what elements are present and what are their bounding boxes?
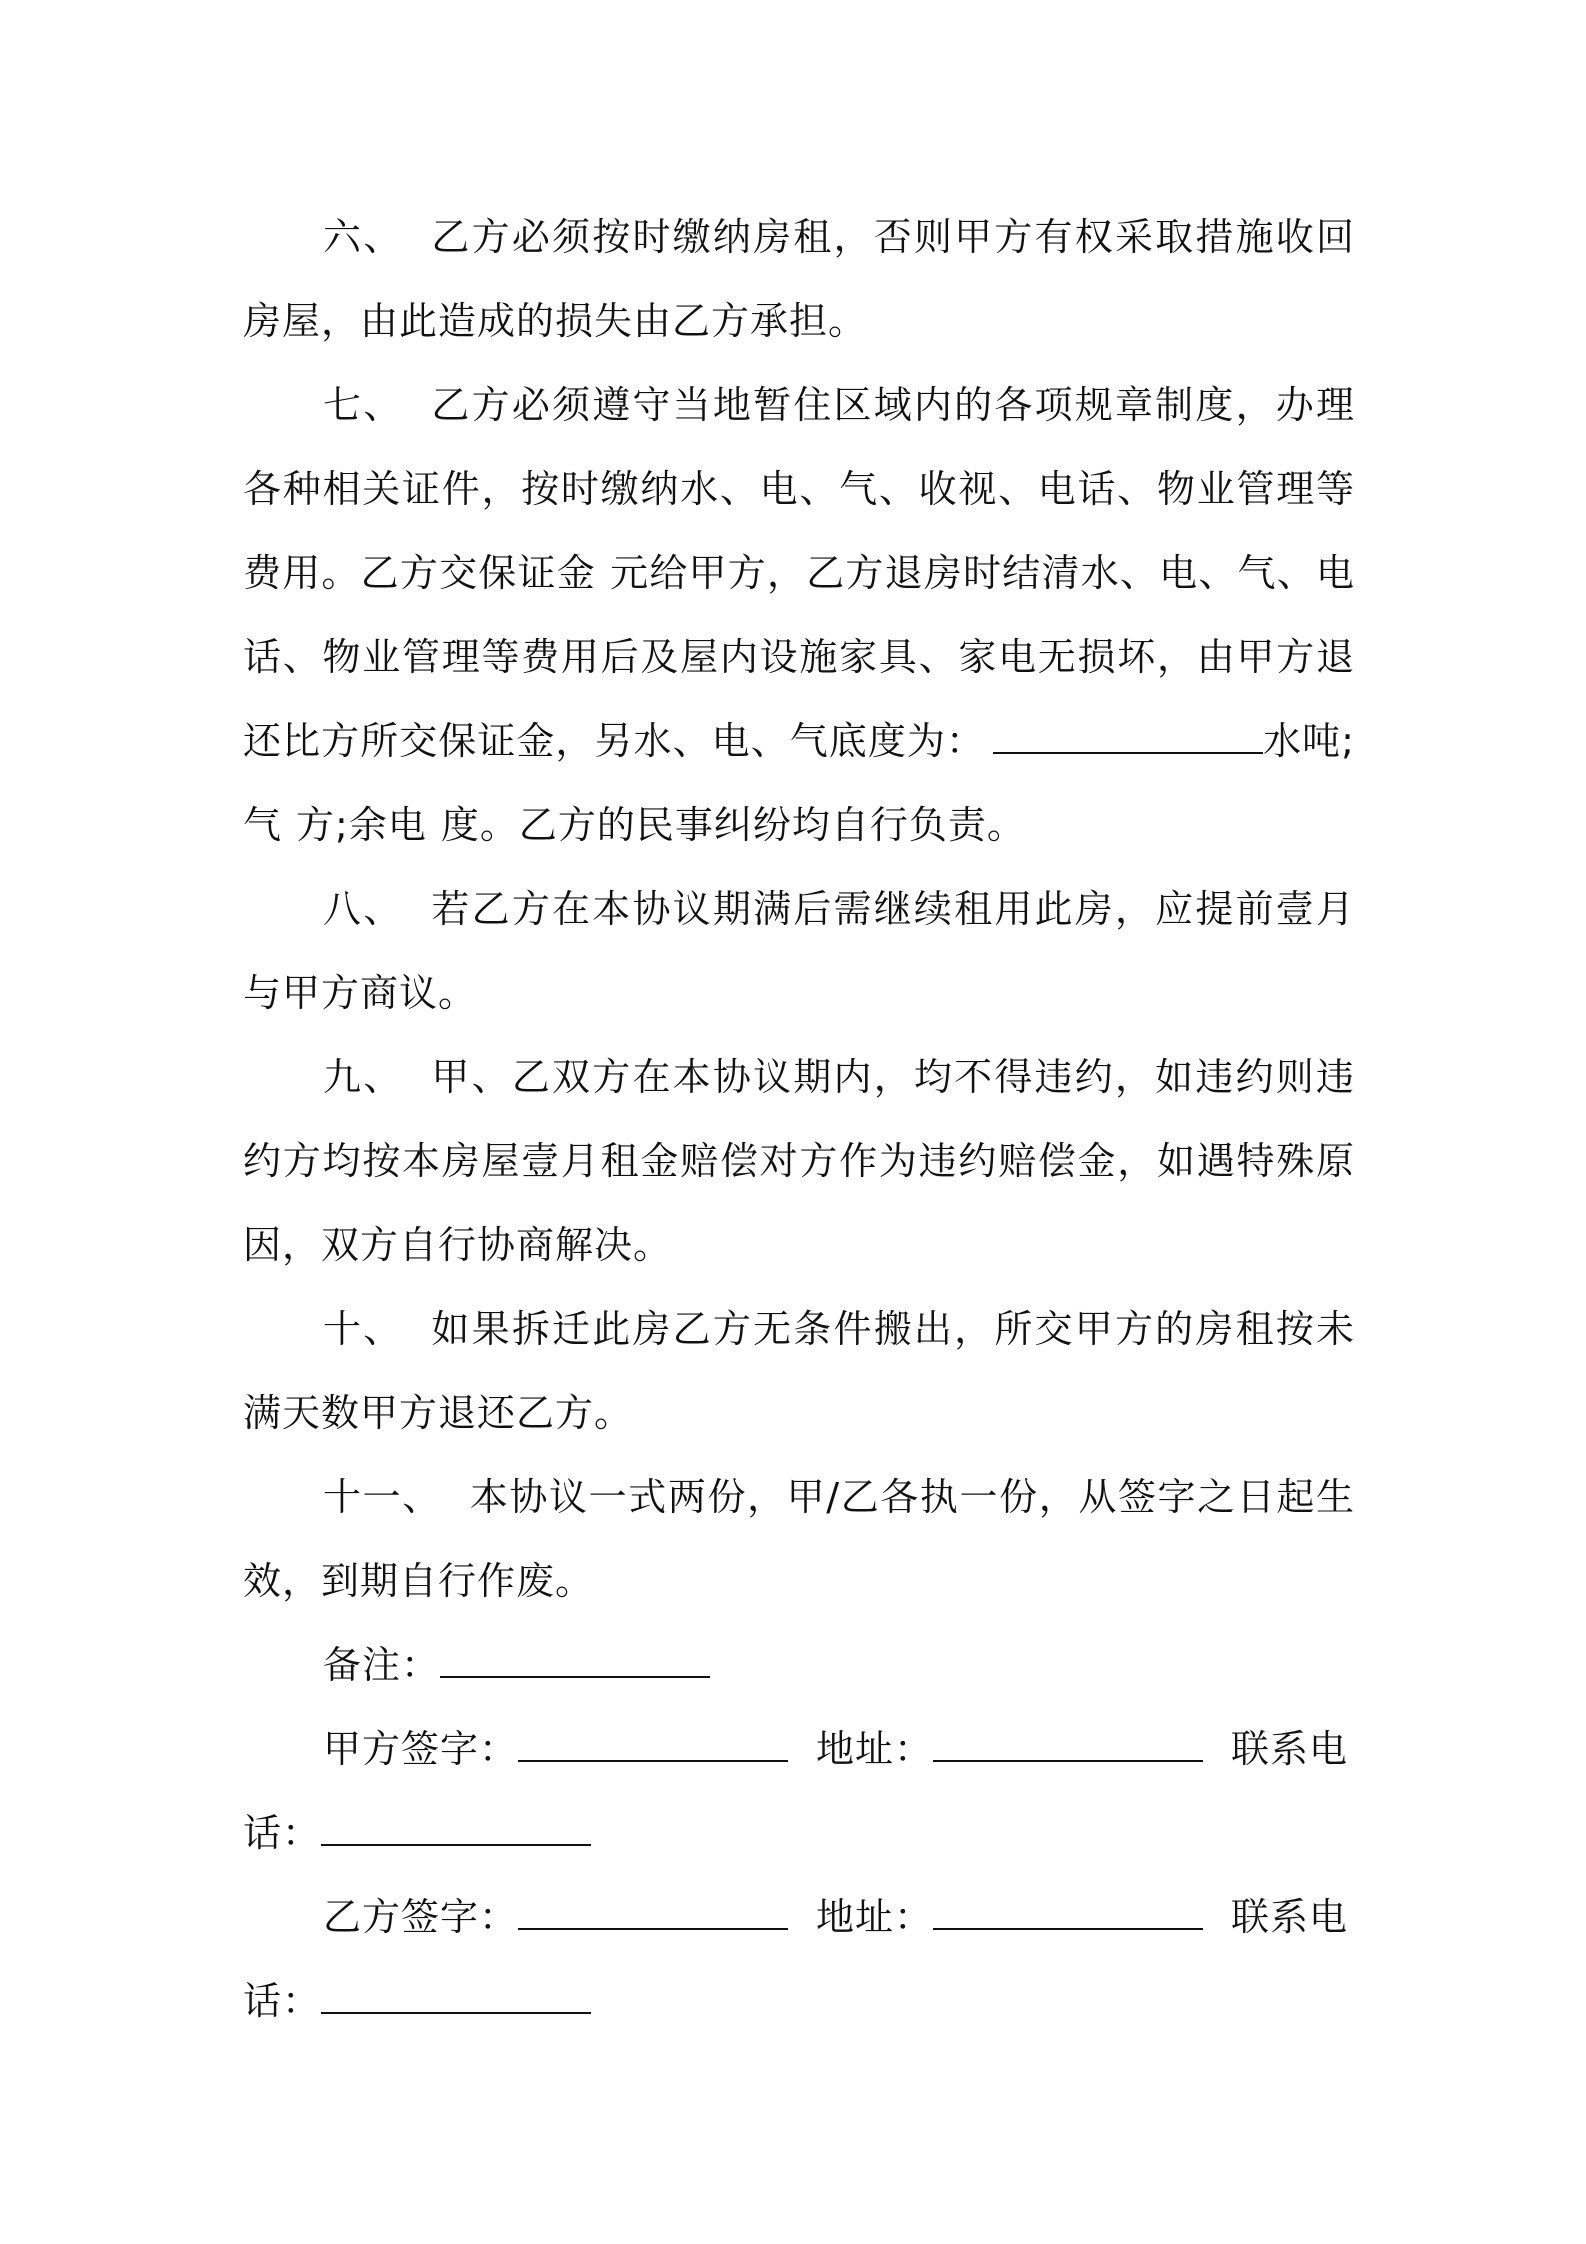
party-b-phone-blank[interactable] — [321, 1982, 591, 2014]
clause-8 — [243, 867, 1355, 1035]
clause-text: 乙方必须遵守当地暂住区域内的各项规章制度，办理各种相关证件，按时缴纳水、电、气、收视、电话、物业管理等费用。乙方交保证金 — [243, 383, 1355, 595]
party-b-phone-line — [243, 1959, 1355, 2043]
party-a-line — [243, 1707, 1355, 1791]
party-a-sign-label: 甲方签字： — [323, 1727, 519, 1771]
clause-text: 本协议一式两份，甲/乙各执一份，从签字之日起生效，到期自行作废。 — [243, 1475, 1355, 1603]
clause-text: 元给甲方，乙方退房时结清水、电、气、电话、物业管理等费用后及屋内设施家具、家电无损坏，由甲方退还比方所交保证金，另水、电、气底度为： — [243, 551, 1355, 763]
party-b-line — [243, 1875, 1355, 1959]
clause-number: 九、 — [323, 1055, 404, 1099]
party-a-sign-blank[interactable] — [518, 1730, 788, 1762]
party-b-sign-label: 乙方签字： — [323, 1895, 519, 1939]
party-a-address-blank[interactable] — [933, 1730, 1203, 1762]
remarks-blank[interactable] — [440, 1646, 710, 1678]
clause-7 — [243, 363, 1355, 867]
clause-text: 甲、乙双方在本协议期内，均不得违约，如违约则违约方均按本房屋壹月租金赔偿对方作为违约赔偿金，如遇特殊原因，双方自行协商解决。 — [243, 1055, 1355, 1267]
clause-9 — [243, 1035, 1355, 1287]
clause-number: 十、 — [323, 1307, 404, 1351]
water-reading-blank[interactable] — [993, 722, 1263, 754]
remarks-label: 备注： — [323, 1643, 441, 1687]
party-b-address-label: 地址： — [816, 1895, 934, 1939]
clause-number: 六、 — [323, 215, 404, 259]
party-b-phone-label: 联系电 — [1231, 1895, 1349, 1939]
party-a-phone-label: 联系电 — [1231, 1727, 1349, 1771]
clause-11 — [243, 1455, 1355, 1623]
clause-number: 十一、 — [323, 1475, 442, 1519]
clause-10 — [243, 1287, 1355, 1455]
clause-number: 七、 — [323, 383, 404, 427]
remarks-line — [243, 1623, 1355, 1707]
clause-text: 方;余电 — [296, 803, 427, 847]
clause-text: 水吨;气 — [243, 719, 1355, 847]
party-a-phone-label-cont: 话： — [243, 1811, 322, 1855]
party-b-phone-label-cont: 话： — [243, 1979, 322, 2023]
clause-number: 八、 — [323, 887, 404, 931]
party-b-address-blank[interactable] — [933, 1898, 1203, 1930]
party-a-phone-line — [243, 1791, 1355, 1875]
party-a-phone-blank[interactable] — [321, 1814, 591, 1846]
clause-text: 度。乙方的民事纠纷均自行负责。 — [440, 803, 1026, 847]
clause-6 — [243, 195, 1355, 363]
clause-text: 若乙方在本协议期满后需继续租用此房，应提前壹月与甲方商议。 — [243, 887, 1355, 1015]
clause-text: 如果拆迁此房乙方无条件搬出，所交甲方的房租按未满天数甲方退还乙方。 — [243, 1307, 1355, 1435]
party-b-sign-blank[interactable] — [518, 1898, 788, 1930]
party-a-address-label: 地址： — [816, 1727, 934, 1771]
document-page — [243, 195, 1355, 2043]
clause-text: 乙方必须按时缴纳房租，否则甲方有权采取措施收回房屋，由此造成的损失由乙方承担。 — [243, 215, 1355, 343]
